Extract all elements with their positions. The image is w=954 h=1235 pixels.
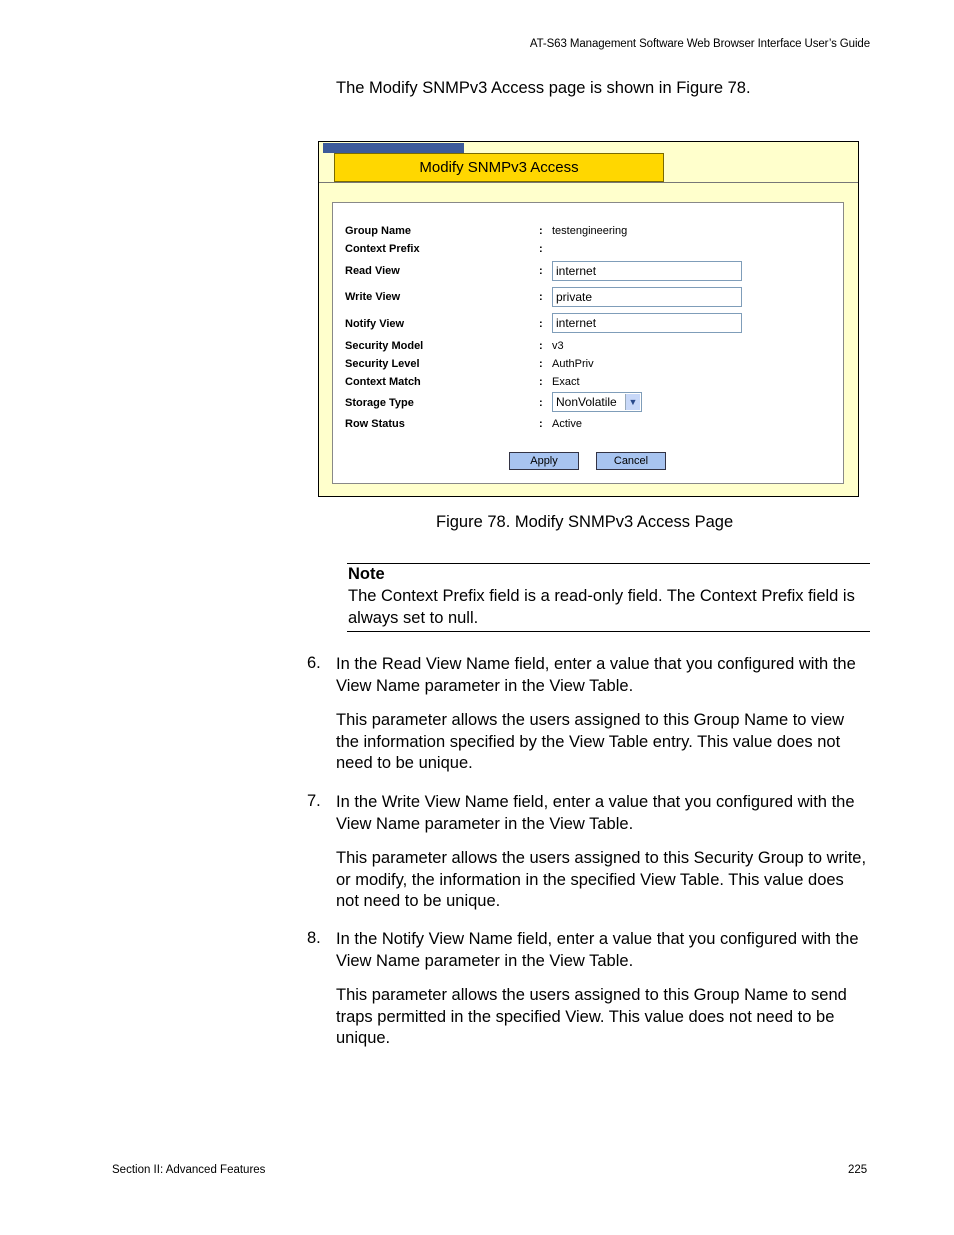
context-prefix-label: Context Prefix [345,243,420,255]
title-divider [319,182,858,183]
row-status-value: Active [552,418,582,430]
note-body: The Context Prefix field is a read-only field. The Context Prefix field is always set to null. [348,587,855,627]
storage-type-value: NonVolatile [556,395,617,409]
colon: : [539,318,543,330]
colon: : [539,376,543,388]
figure-caption: Figure 78. Modify SNMPv3 Access Page [436,513,734,531]
chevron-down-icon[interactable]: ▼ [625,394,640,410]
step-text: In the Write View Name field, enter a value that you configured with the View Name parameter in the View Table. [336,793,855,833]
intro-text: The Modify SNMPv3 Access page is shown in Figure 78. [336,79,751,97]
notify-view-label: Notify View [345,318,405,330]
read-view-input[interactable]: internet [552,261,742,281]
notify-view-input[interactable]: internet [552,313,742,333]
storage-type-label: Storage Type [345,397,414,409]
security-model-value: v3 [552,340,564,352]
colon: : [539,340,543,352]
step-number: 7. [307,792,321,810]
form-panel [332,202,844,484]
step-number: 8. [307,929,321,947]
colon: : [539,397,543,409]
step-number: 6. [307,654,321,672]
security-model-label: Security Model [345,340,424,352]
note-bottom-rule [347,631,870,632]
write-view-input[interactable]: private [552,287,742,307]
security-level-value: AuthPriv [552,358,594,370]
modify-snmpv3-access-figure [318,141,859,497]
colon: : [539,291,543,303]
note-top-rule [347,563,870,564]
colon: : [539,243,543,255]
colon: : [539,418,543,430]
page-title: Modify SNMPv3 Access [334,153,664,182]
write-view-label: Write View [345,291,401,303]
group-name-value: testengineering [552,225,628,237]
colon: : [539,358,543,370]
row-status-label: Row Status [345,418,405,430]
apply-button[interactable]: Apply [509,452,579,470]
colon: : [539,265,543,277]
context-match-label: Context Match [345,376,421,388]
colon: : [539,225,543,237]
footer-section: Section II: Advanced Features [112,1164,266,1176]
step-detail: This parameter allows the users assigned to this Group Name to view the information specified by the View Table entry. This value does not need to be unique. [336,711,845,772]
running-header: AT-S63 Management Software Web Browser Interface User’s Guide [529,38,870,50]
read-view-label: Read View [345,265,400,277]
figure-tab-bar [323,143,464,153]
security-level-label: Security Level [345,358,420,370]
cancel-button[interactable]: Cancel [596,452,666,470]
step-detail: This parameter allows the users assigned to this Security Group to write, or modify, the information in the specified View Table. This value does not need to be unique. [336,849,867,910]
step-text: In the Read View Name field, enter a value that you configured with the View Name parameter in the View Table. [336,655,856,695]
storage-type-select[interactable] [552,392,642,412]
context-match-value: Exact [552,376,580,388]
step-text: In the Notify View Name field, enter a value that you configured with the View Name parameter in the View Table. [336,930,859,970]
group-name-label: Group Name [345,225,412,237]
note-heading: Note [348,565,385,583]
step-detail: This parameter allows the users assigned to this Group Name to send traps permitted in the specified View. This value does not need to be unique. [336,986,847,1047]
page-number: 225 [848,1164,868,1176]
